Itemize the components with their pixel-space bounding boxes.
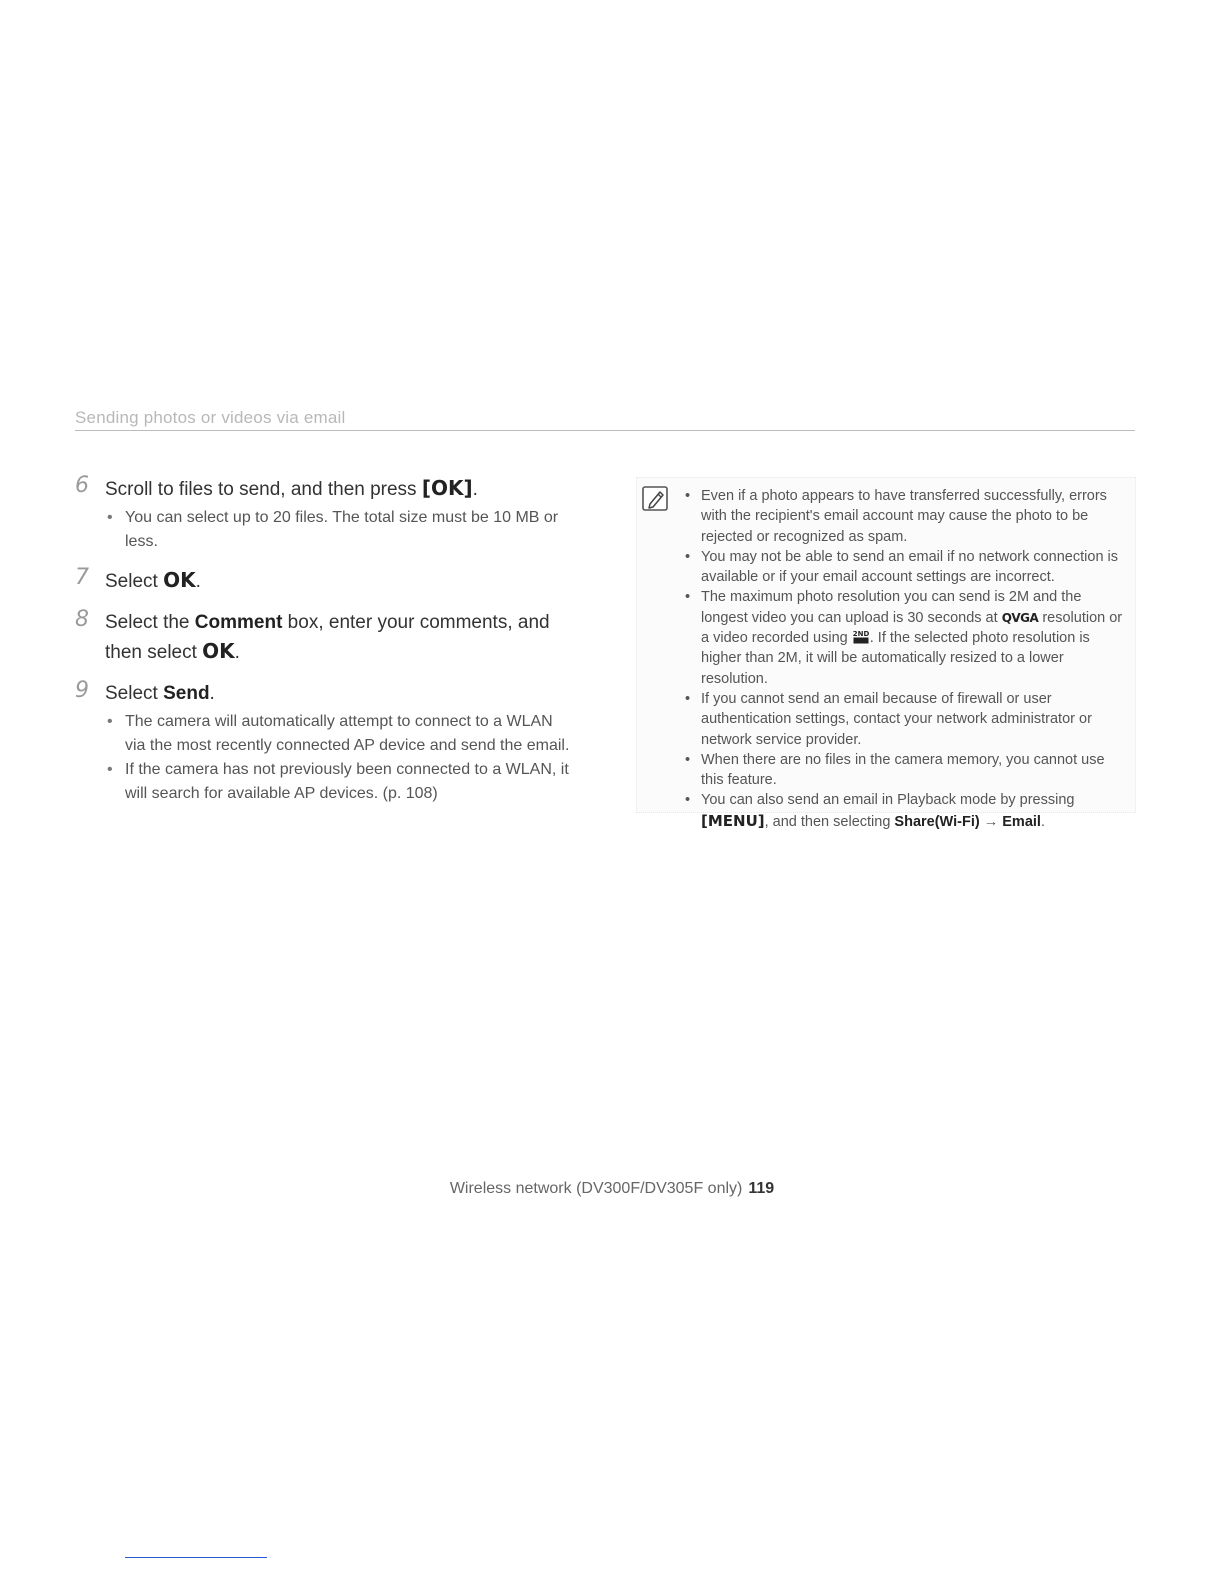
note-pencil-icon: [641, 484, 671, 514]
step-6: [75, 474, 575, 554]
link-underline: [125, 1557, 267, 1558]
ok-key: OK: [202, 639, 235, 663]
step-text: Scroll to files to send, and then press [OK].: [105, 476, 478, 500]
step-7: [75, 566, 575, 596]
list-item: • If you cannot send an email because of firewall or user authentication settings, contact your network administrator or network service provider.: [685, 689, 1125, 750]
ok-key: [OK]: [421, 476, 473, 500]
section-title: Sending photos or videos via email: [75, 408, 346, 427]
list-item: • Even if a photo appears to have transferred successfully, errors with the recipient's email account may cause the photo to be rejected or recognized as spam.: [685, 486, 1125, 547]
qvga-badge: QVGA: [1001, 610, 1039, 625]
comment-label: Comment: [194, 612, 283, 633]
step-number: 8: [75, 607, 89, 632]
page-footer: [0, 1180, 1224, 1198]
list-item: • The camera will automatically attempt to connect to a WLAN via the most recently connected AP device and send the email.: [105, 710, 575, 758]
step-text: Select Send.: [105, 683, 215, 704]
note-list: [685, 486, 1125, 832]
list-item: • When there are no files in the camera memory, you cannot use this feature.: [685, 750, 1125, 791]
list-item: • You can also send an email in Playback mode by pressing [MENU], and then selecting Share(Wi-Fi) → Email.: [685, 790, 1125, 832]
list-item: • If the camera has not previously been connected to a WLAN, it will search for available AP devices. (p. 108): [105, 758, 575, 806]
step-9: [75, 679, 575, 806]
page-header: [75, 408, 1135, 431]
step-9-notes: [105, 710, 575, 806]
step-6-notes: [105, 506, 575, 554]
arrow-icon: →: [979, 813, 1003, 830]
menu-key: [MENU]: [701, 811, 765, 830]
note-box: [636, 477, 1136, 830]
page-number: 119: [748, 1180, 775, 1197]
step-text: Select OK.: [105, 568, 201, 592]
step-text: Select the Comment box, enter your comments, and then select OK.: [105, 612, 550, 663]
step-number: 6: [75, 473, 89, 498]
step-number: 7: [75, 565, 89, 590]
send-label: Send: [163, 683, 210, 704]
ok-key: OK: [163, 568, 196, 592]
footer-section: Wireless network (DV300F/DV305F only): [449, 1180, 743, 1197]
email-label: Email: [1002, 813, 1041, 830]
list-item: • You can select up to 20 files. The total size must be 10 MB or less.: [105, 506, 575, 554]
step-8: [75, 608, 575, 667]
list-item: • You may not be able to send an email if no network connection is available or if your email account settings are incorrect.: [685, 547, 1125, 588]
step-number: 9: [75, 678, 89, 703]
list-item: • The maximum photo resolution you can send is 2M and the longest video you can upload is 30 seconds at QVGA resolution or a video recorded using 2ND . If the selected photo resolution is higher than 2M, it will be automatically resized to a lower resolution.: [685, 587, 1125, 688]
svg-text:2ND: 2ND: [852, 630, 870, 639]
share-wifi-label: Share(Wi-Fi): [894, 813, 980, 830]
2nd-quality-icon: [852, 629, 870, 645]
steps-column: [75, 474, 575, 806]
